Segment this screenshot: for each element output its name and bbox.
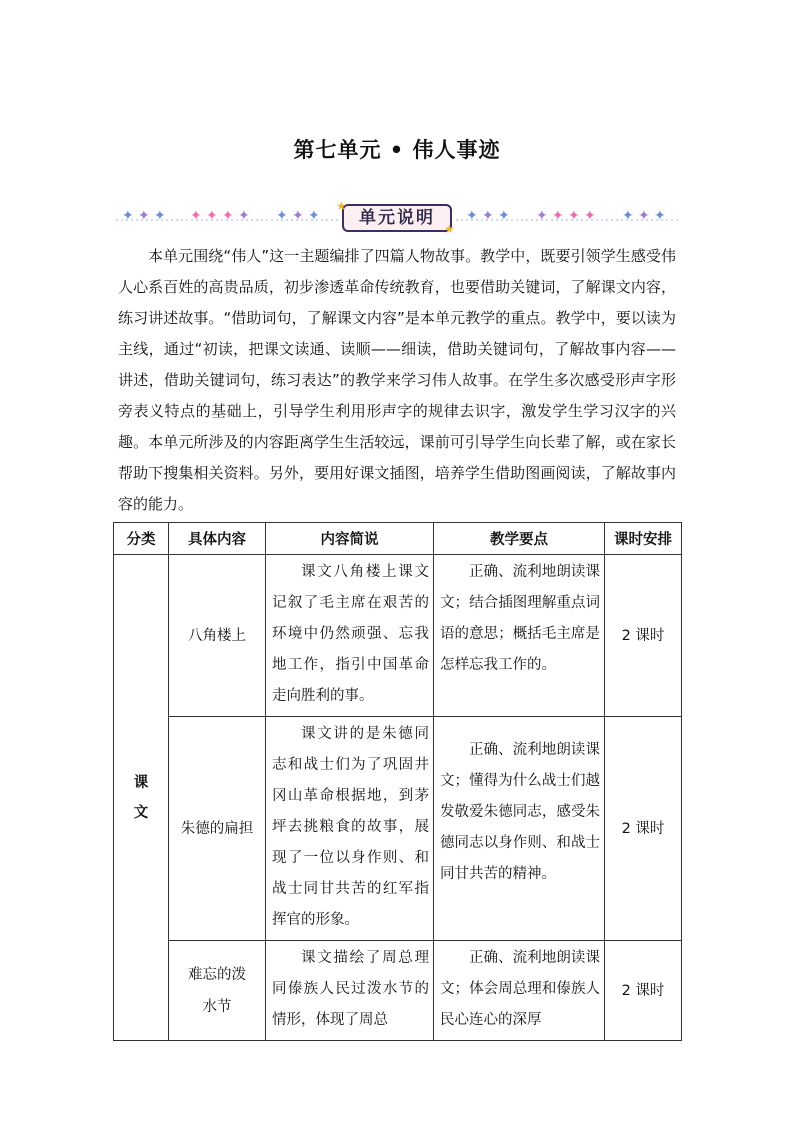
header-content: 具体内容 bbox=[169, 523, 266, 555]
sparkle-icon: ✦ bbox=[622, 208, 634, 224]
table-row bbox=[114, 555, 682, 717]
sparkle-icon: ✦ bbox=[498, 208, 510, 224]
lesson-plan-table bbox=[113, 522, 682, 1041]
sparkle-icon: ✦ bbox=[466, 208, 478, 224]
category-cell: 课 文 bbox=[114, 555, 169, 1041]
page-title: 第七单元 • 伟人事迹 bbox=[293, 138, 501, 162]
key-points-cell: 正确、流利地朗读课文；结合插图理解重点词语的意思；概括毛主席是怎样忘我工作的。 bbox=[434, 555, 605, 717]
key-points-cell: 正确、流利地朗读课文；懂得为什么战士们越发敬爱朱德同志，感受朱德同志以身作则、和战士同甘共苦的精神。 bbox=[434, 717, 605, 941]
section-banner bbox=[116, 199, 678, 236]
summary-cell: 课文讲的是朱德同志和战士们为了巩固井冈山革命根据地，到茅坪去挑粮食的故事，展现了一位以身作则、和战士同甘共苦的红军指挥官的形象。 bbox=[266, 717, 434, 941]
summary-cell: 课文描绘了周总理同傣族人民过泼水节的情形，体现了周总 bbox=[266, 941, 434, 1041]
sparkle-icon: ✦ bbox=[222, 208, 234, 224]
sparkle-icon: ✦ bbox=[584, 208, 596, 224]
sparkle-icon: ✦ bbox=[654, 208, 666, 224]
table-header-row bbox=[114, 523, 682, 555]
sparkle-icon: ✦ bbox=[190, 208, 202, 224]
hours-cell: 2 课时 bbox=[605, 555, 682, 717]
star-icon: ★ bbox=[444, 222, 455, 236]
header-hours: 课时安排 bbox=[605, 523, 682, 555]
table-row bbox=[114, 941, 682, 1041]
key-points-cell: 正确、流利地朗读课文；体会周总理和傣族人民心连心的深厚 bbox=[434, 941, 605, 1041]
sparkle-icon: ✦ bbox=[308, 208, 320, 224]
header-summary: 内容简说 bbox=[266, 523, 434, 555]
sparkle-icon: ✦ bbox=[482, 208, 494, 224]
table-row bbox=[114, 717, 682, 941]
content-cell: 朱德的扁担 bbox=[169, 717, 266, 941]
sparkle-icon: ✦ bbox=[552, 208, 564, 224]
unit-intro bbox=[118, 241, 676, 520]
summary-cell: 课文八角楼上课文记叙了毛主席在艰苦的环境中仍然顽强、忘我地工作，指引中国革命走向胜利的事。 bbox=[266, 555, 434, 717]
content-cell: 难忘的泼水节 bbox=[169, 941, 266, 1041]
sparkle-icon: ✦ bbox=[638, 208, 650, 224]
hours-cell: 2 课时 bbox=[605, 941, 682, 1041]
sparkle-icon: ✦ bbox=[138, 208, 150, 224]
sparkle-icon: ✦ bbox=[292, 208, 304, 224]
header-key-points: 教学要点 bbox=[434, 523, 605, 555]
section-badge: 单元说明 bbox=[342, 204, 452, 232]
intro-paragraph: 本单元围绕“伟人”这一主题编排了四篇人物故事。教学中，既要引领学生感受伟人心系百姓的高贵品质，初步渗透革命传统教育，也要借助关键词，了解课文内容，练习讲述故事。“借助词句，了解课文内容”是本单元教学的重点。教学中，要以读为主线，通过“初读，把课文读通、读顺——细读，借助关键词句，了解故事内容——讲述，借助关键词句，练习表达”的教学来学习伟人故事。在学生多次感受形声字形旁表义特点的基础上，引导学生利用形声字的规律去识字，激发学生学习汉字的兴趣。本单元所涉及的内容距离学生生活较远，课前可引导学生向长辈了解，或在家长帮助下搜集相关资料。另外，要用好课文插图，培养学生借助图画阅读，了解故事内容的能力。 bbox=[118, 247, 676, 513]
sparkle-icon: ✦ bbox=[276, 208, 288, 224]
header-category: 分类 bbox=[114, 523, 169, 555]
content-cell: 八角楼上 bbox=[169, 555, 266, 717]
sparkle-icon: ✦ bbox=[206, 208, 218, 224]
hours-cell: 2 课时 bbox=[605, 717, 682, 941]
star-icon: ★ bbox=[336, 199, 347, 213]
sparkle-icon: ✦ bbox=[154, 208, 166, 224]
sparkle-icon: ✦ bbox=[122, 208, 134, 224]
sparkle-icon: ✦ bbox=[536, 208, 548, 224]
sparkle-icon: ✦ bbox=[238, 208, 250, 224]
sparkle-icon: ✦ bbox=[568, 208, 580, 224]
